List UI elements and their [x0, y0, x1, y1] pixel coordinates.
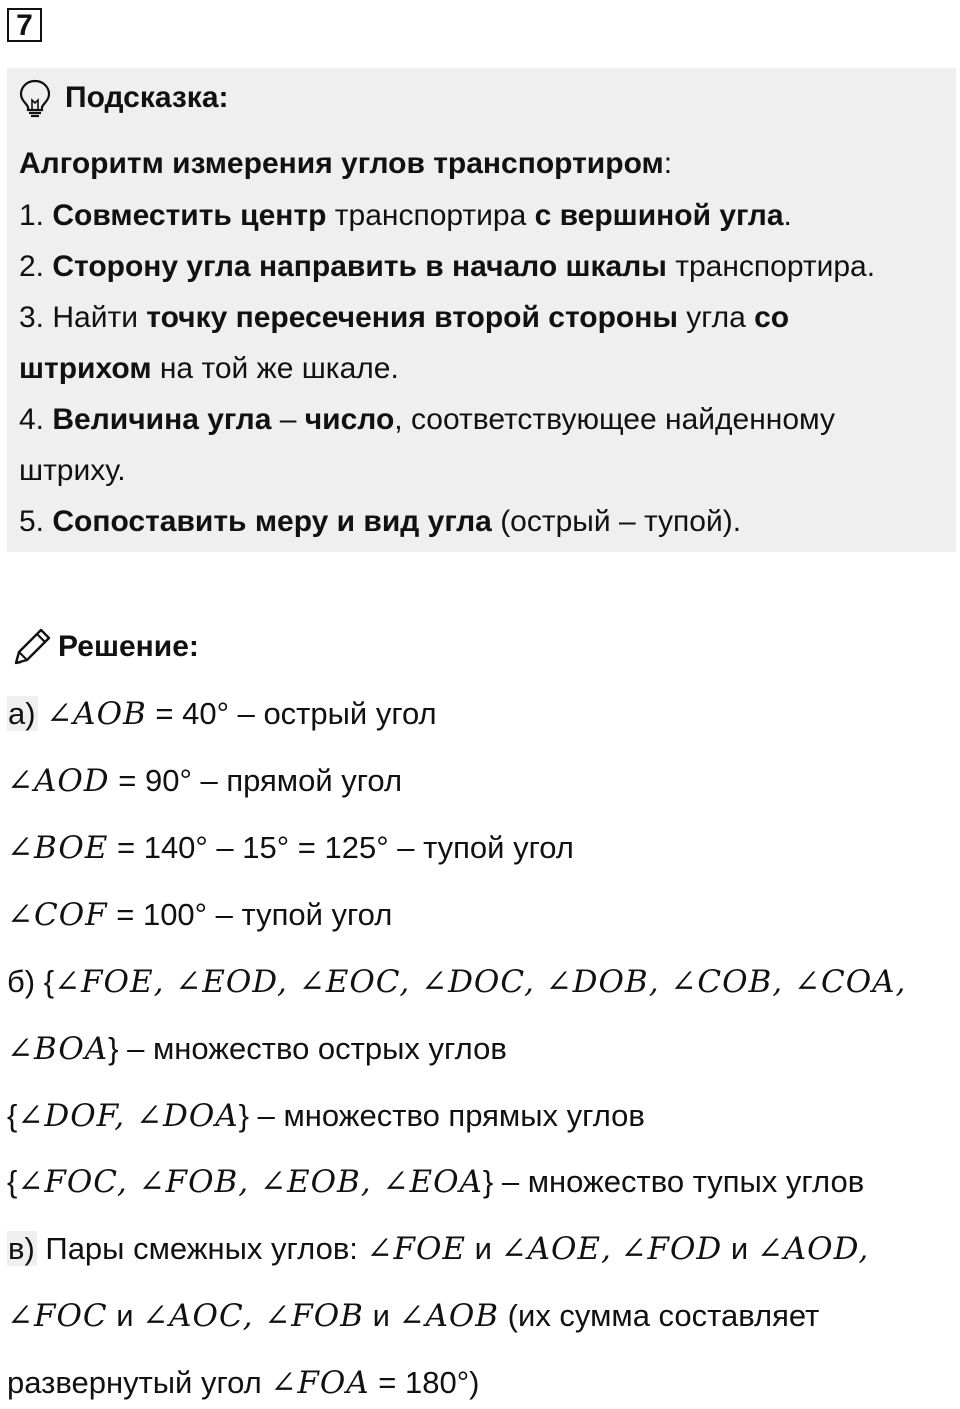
solution-text: и	[363, 1298, 399, 1333]
solution-text: б) {	[7, 964, 55, 999]
solution-title: Решение:	[58, 630, 199, 663]
task-number: 7	[7, 8, 42, 42]
solution-line-5	[7, 960, 906, 1004]
hint-line-4	[19, 298, 789, 338]
math-expression: ∠BOA	[7, 1031, 109, 1067]
hint-text: 4.	[19, 403, 53, 436]
solution-text: {	[7, 1164, 18, 1199]
math-expression: ∠AOB	[398, 1298, 500, 1334]
solution-text: = 100° – тупой угол	[107, 897, 393, 932]
part-label-v: в)	[8, 1231, 35, 1266]
hint-text: Сторону угла направить в начало шкалы	[52, 250, 667, 283]
pencil-icon	[10, 625, 54, 669]
solution-text: и	[107, 1298, 143, 1333]
solution-text: и	[722, 1231, 757, 1266]
solution-text: } – множество острых углов	[108, 1031, 507, 1066]
hint-text: Сопоставить меру и вид угла	[52, 505, 492, 538]
hint-box	[7, 68, 956, 552]
hint-line-5	[19, 349, 399, 389]
lightbulb-icon	[17, 78, 53, 118]
hint-text: Совместить центр	[52, 199, 327, 232]
math-expression: ∠AOD,	[756, 1231, 870, 1267]
math-expression: ∠FOC, ∠FOB, ∠EOB, ∠EOA	[17, 1164, 483, 1200]
hint-text: транспортира	[326, 199, 535, 232]
hint-text: , соответствующее найденному	[394, 403, 835, 436]
hint-line-2	[19, 196, 792, 236]
hint-line-3	[19, 247, 875, 287]
hint-text: Алгоритм измерения углов транспортиром	[19, 147, 664, 180]
math-expression: ∠FOE, ∠EOD, ∠EOC, ∠DOC, ∠DOB, ∠COB, ∠COA,	[54, 964, 907, 1000]
solution-header	[10, 623, 199, 671]
hint-text: 5.	[19, 505, 53, 538]
solution-line-11	[7, 1361, 479, 1405]
hint-text: –	[271, 403, 305, 436]
solution-line-7	[7, 1094, 645, 1138]
math-expression: ∠DOF, ∠DOA	[17, 1098, 239, 1134]
math-expression: ∠FOA	[270, 1365, 370, 1401]
hint-line-6	[19, 400, 835, 440]
solution-text: и	[466, 1231, 501, 1266]
math-expression: ∠AOD	[7, 763, 110, 799]
hint-text: 1.	[19, 199, 53, 232]
math-expression: ∠COF	[7, 897, 108, 933]
hint-header	[17, 78, 229, 118]
math-expression: ∠AOE,	[500, 1231, 612, 1267]
hint-text: Величина угла	[52, 403, 272, 436]
solution-line-6	[7, 1027, 507, 1071]
part-label-a: а)	[8, 696, 36, 731]
hint-text: число	[304, 403, 395, 436]
hint-text: :	[663, 147, 673, 180]
solution-text: развернутый угол	[7, 1365, 271, 1400]
math-expression: ∠FOE	[366, 1231, 467, 1267]
solution-text: {	[7, 1098, 18, 1133]
math-expression: ∠BOE	[7, 830, 109, 866]
solution-line-4	[7, 893, 392, 937]
hint-line-1	[19, 144, 672, 184]
hint-text: .	[783, 199, 792, 232]
hint-text: на той же шкале.	[151, 352, 399, 385]
hint-title: Подсказка:	[65, 81, 229, 114]
math-expression: ∠FOC	[7, 1298, 108, 1334]
solution-line-2	[7, 759, 402, 803]
math-expression: ∠AOB	[46, 696, 147, 732]
hint-text: 2.	[19, 250, 53, 283]
solution-text: = 40° – острый угол	[146, 696, 437, 731]
solution-line-10	[7, 1294, 819, 1338]
solution-text: (их сумма составляет	[499, 1298, 820, 1333]
solution-line-8	[7, 1160, 864, 1204]
solution-text: = 180°)	[369, 1365, 480, 1400]
solution-text	[38, 696, 47, 731]
solution-line-3	[7, 826, 574, 870]
solution-text: } – множество прямых углов	[238, 1098, 645, 1133]
solution-line-1	[7, 692, 437, 736]
hint-line-7	[19, 451, 126, 491]
hint-text: штрихом	[19, 352, 152, 385]
solution-line-9	[7, 1227, 869, 1271]
hint-text: со	[754, 301, 790, 334]
hint-text: транспортира.	[666, 250, 876, 283]
math-expression: ∠AOC, ∠FOB	[142, 1298, 364, 1334]
hint-text: штриху.	[19, 454, 126, 487]
hint-text: с вершиной угла	[534, 199, 784, 232]
hint-text: 3. Найти	[19, 301, 147, 334]
solution-text: = 140° – 15° = 125° – тупой угол	[108, 830, 574, 865]
solution-text: = 90° – прямой угол	[109, 763, 403, 798]
hint-text: угла	[677, 301, 755, 334]
solution-text: Пары смежных углов:	[36, 1231, 367, 1266]
solution-text	[612, 1231, 621, 1266]
hint-line-8	[19, 502, 741, 542]
math-expression: ∠FOD	[620, 1231, 723, 1267]
solution-text: } – множество тупых углов	[482, 1164, 865, 1199]
hint-text: точку пересечения второй стороны	[146, 301, 678, 334]
hint-text: (острый – тупой).	[491, 505, 742, 538]
